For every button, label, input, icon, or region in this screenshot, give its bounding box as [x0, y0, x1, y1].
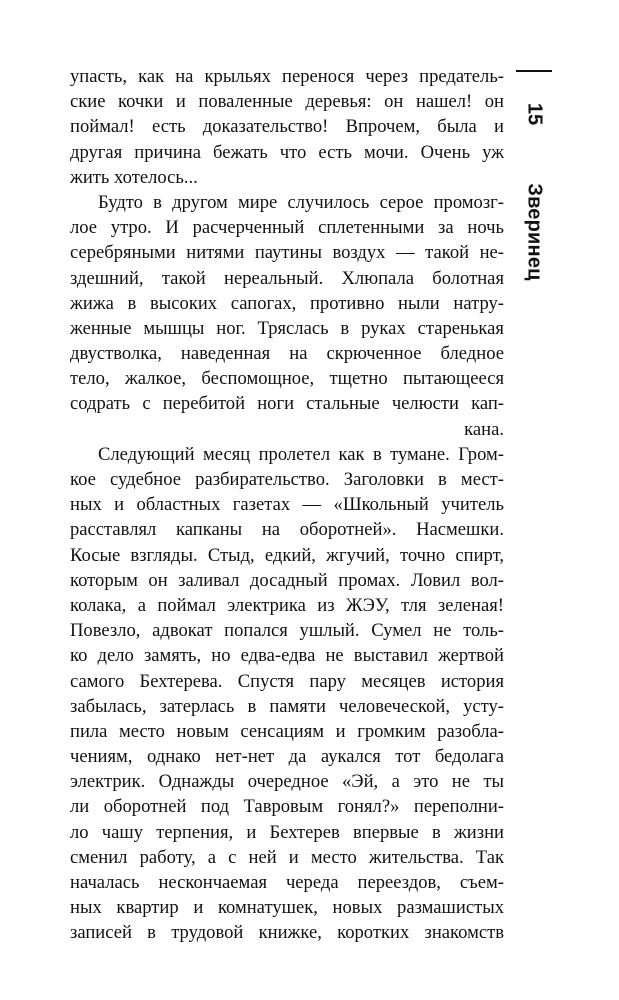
text-line: другая причина бежать что есть мочи. Очень уж: [70, 141, 504, 163]
text-line: серебряными нитями паутины воздух — такой не-: [70, 242, 504, 264]
text-line: расставлял капканы на оборотней». Насмешки.: [70, 519, 504, 541]
text-line: чениям, однако нет-нет да аукался тот бедолага: [70, 746, 504, 768]
text-line: двустволка, наведенная на скрюченное бледное: [70, 343, 504, 365]
page-number: 15: [523, 102, 546, 126]
text-line: содрать с перебитой ноги стальные челюсти кап-: [70, 393, 504, 415]
text-line: которым он заливал досадный промах. Ловил вол-: [70, 569, 504, 591]
text-line: ко дело замять, но едва-едва не выставил жертвой: [70, 645, 504, 667]
text-line: поймал! есть доказательство! Впрочем, была и: [70, 116, 504, 138]
text-line: ские кочки и поваленные деревья: он нашел! он: [70, 91, 504, 113]
text-line: кое судебное разбирательство. Заголовки в мест-: [70, 469, 504, 490]
text-line: упасть, как на крыльях перенося через предатель-: [70, 66, 504, 87]
text-line: лое утро. И расчерченный сплетенными за ночь: [70, 217, 504, 239]
text-line: началась нескончаемая череда переездов, съем-: [70, 872, 504, 893]
text-line: Косые взгляды. Стыд, едкий, жгучий, точно спирт,: [70, 544, 504, 566]
text-line: ных и областных газетах — «Школьный учитель: [70, 494, 504, 516]
text-line: тело, жалкое, беспомощное, тщетно пытающееся: [70, 368, 504, 390]
text-line: здешний, такой нереальный. Хлюпала болотная: [70, 267, 504, 289]
paragraph-first-line: Следующий месяц пролетел как в тумане. Гром-: [98, 443, 504, 465]
text-line: забылась, затерлась в памяти человеческой, усту-: [70, 695, 504, 717]
text-line: ли оборотней под Тавровым гонял?» переполни-: [70, 796, 504, 818]
text-line: ло чашу терпения, и Бехтерев впервые в жизни: [70, 821, 504, 843]
text-line: жижа в высоких сапогах, противно ныли натру-: [70, 292, 504, 314]
paragraph-first-line: Будто в другом мире случилось серое промозг-: [98, 191, 504, 213]
text-line: записей в трудовой книжке, коротких знакомств: [70, 922, 504, 944]
header-rule: [516, 70, 552, 72]
text-line: самого Бехтерева. Спустя пару месяцев история: [70, 670, 504, 692]
text-line: женные мышцы ног. Тряслась в руках старенькая: [70, 317, 504, 339]
text-line: ных квартир и комнатушек, новых размашистых: [70, 897, 504, 919]
text-line: жить хотелось...: [70, 166, 198, 188]
body-text: [70, 64, 504, 946]
text-line: пила место новым сенсациям и громким разобла-: [70, 720, 504, 742]
text-line: электрик. Однажды очередное «Эй, а это не ты: [70, 771, 504, 793]
text-line: кана.: [464, 418, 504, 440]
text-line: колака, а поймал электрика из ЖЭУ, тля зеленая!: [70, 594, 504, 616]
text-line: сменил работу, а с ней и место жительства. Так: [70, 846, 504, 868]
section-title: Зверинец: [523, 183, 546, 281]
running-head: [516, 64, 556, 364]
text-line: Повезло, адвокат попался ушлый. Сумел не толь-: [70, 620, 504, 642]
